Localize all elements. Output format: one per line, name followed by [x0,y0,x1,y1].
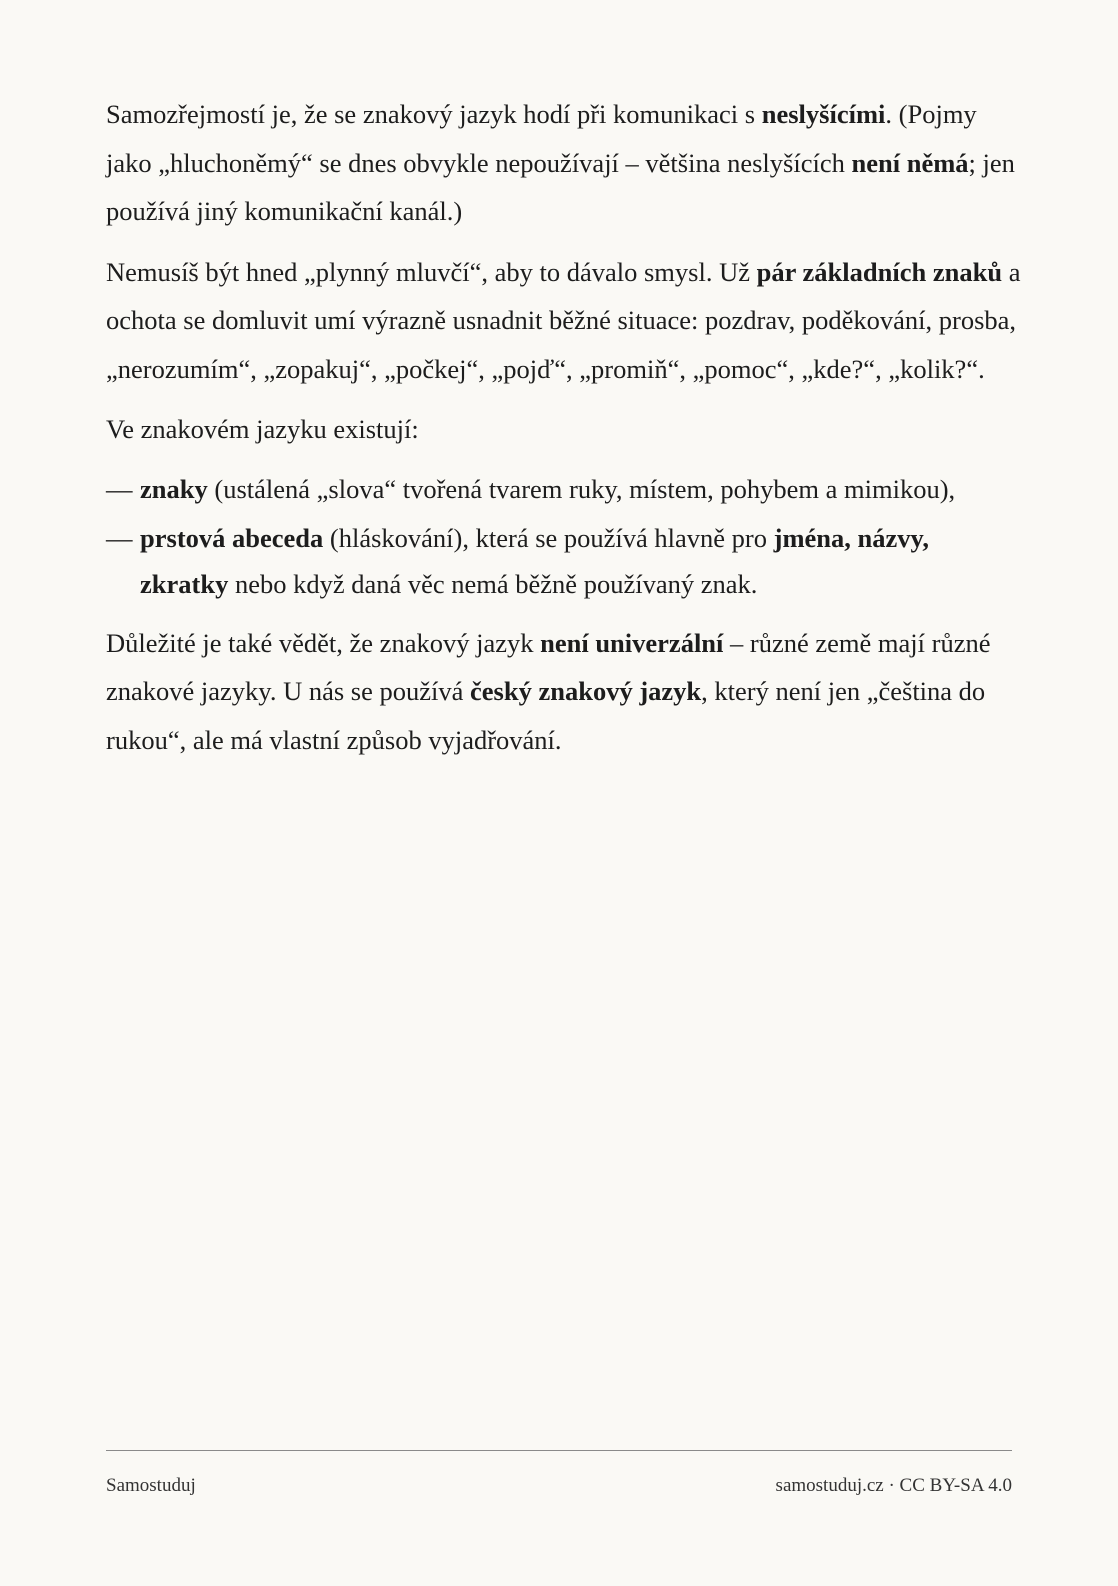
text-run: Samozřejmostí je, že se znakový jazyk hodí při komunikaci s [106,99,762,129]
text-run: (hláskování), která se používá hlavně pro [323,522,774,553]
list-item-text [140,474,955,504]
text-run: Nemusíš být hned „plynný mluvčí“, aby to dávalo smysl. Už [106,256,757,287]
paragraph-not-universal [106,619,1021,765]
footer-divider [106,1450,1012,1451]
emphasis-text: pár základních znaků [756,256,1003,287]
list-item-text [140,523,929,599]
paragraph-basic-signs [106,248,1021,394]
emphasis-text: znaky [140,473,208,504]
text-run: (ustálená „slova“ tvořená tvarem ruky, místem, pohybem a mimikou), [207,473,956,504]
emphasis-text: neslyšícími [761,99,886,129]
document-body [106,90,1021,776]
text-run: . (Pojmy jako „hluchoněmý“ se dnes obvykle nepoužívají – většina neslyšících [106,99,977,178]
text-run: a ochota se domluvit umí výrazně usnadnit běžné situace: pozdrav, poděkování, prosba, „nerozumím“, „zopakuj“, „počkej“, „pojď“, „promiň“, „pomoc“, „kde?“, „kolik?“. [106,256,1021,384]
text-run: Důležité je také vědět, že znakový jazyk [106,627,541,658]
text-run: nebo když daná věc nemá běžně používaný znak. [228,568,758,599]
emphasis-text: jména, názvy, zkratky [140,522,929,599]
emphasis-text: prstová abeceda [140,522,324,553]
list-item [106,466,1021,512]
footer-license: samostuduj.cz · CC BY-SA 4.0 [775,1475,1012,1496]
emphasis-text: není univerzální [540,627,724,658]
footer-brand: Samostuduj [106,1475,196,1496]
text-run: ; jen používá jiný komunikační kanál.) [106,147,1015,226]
paragraph-intro [106,90,1021,236]
list-dash: — [106,522,133,553]
emphasis-text: český znakový jazyk [470,676,702,706]
list-item [106,515,1021,607]
paragraph-list-intro [106,405,1021,454]
emphasis-text: není němá [851,147,969,178]
text-run: , který není jen „čeština do rukou“, ale má vlastní způsob vyjadřování. [106,676,986,755]
text-run: – různé země mají různé znakové jazyky. U nás se používá [106,627,991,706]
sign-types-list [106,466,1021,607]
text-run: Ve znakovém jazyku existují: [106,414,419,444]
list-dash: — [106,473,133,504]
